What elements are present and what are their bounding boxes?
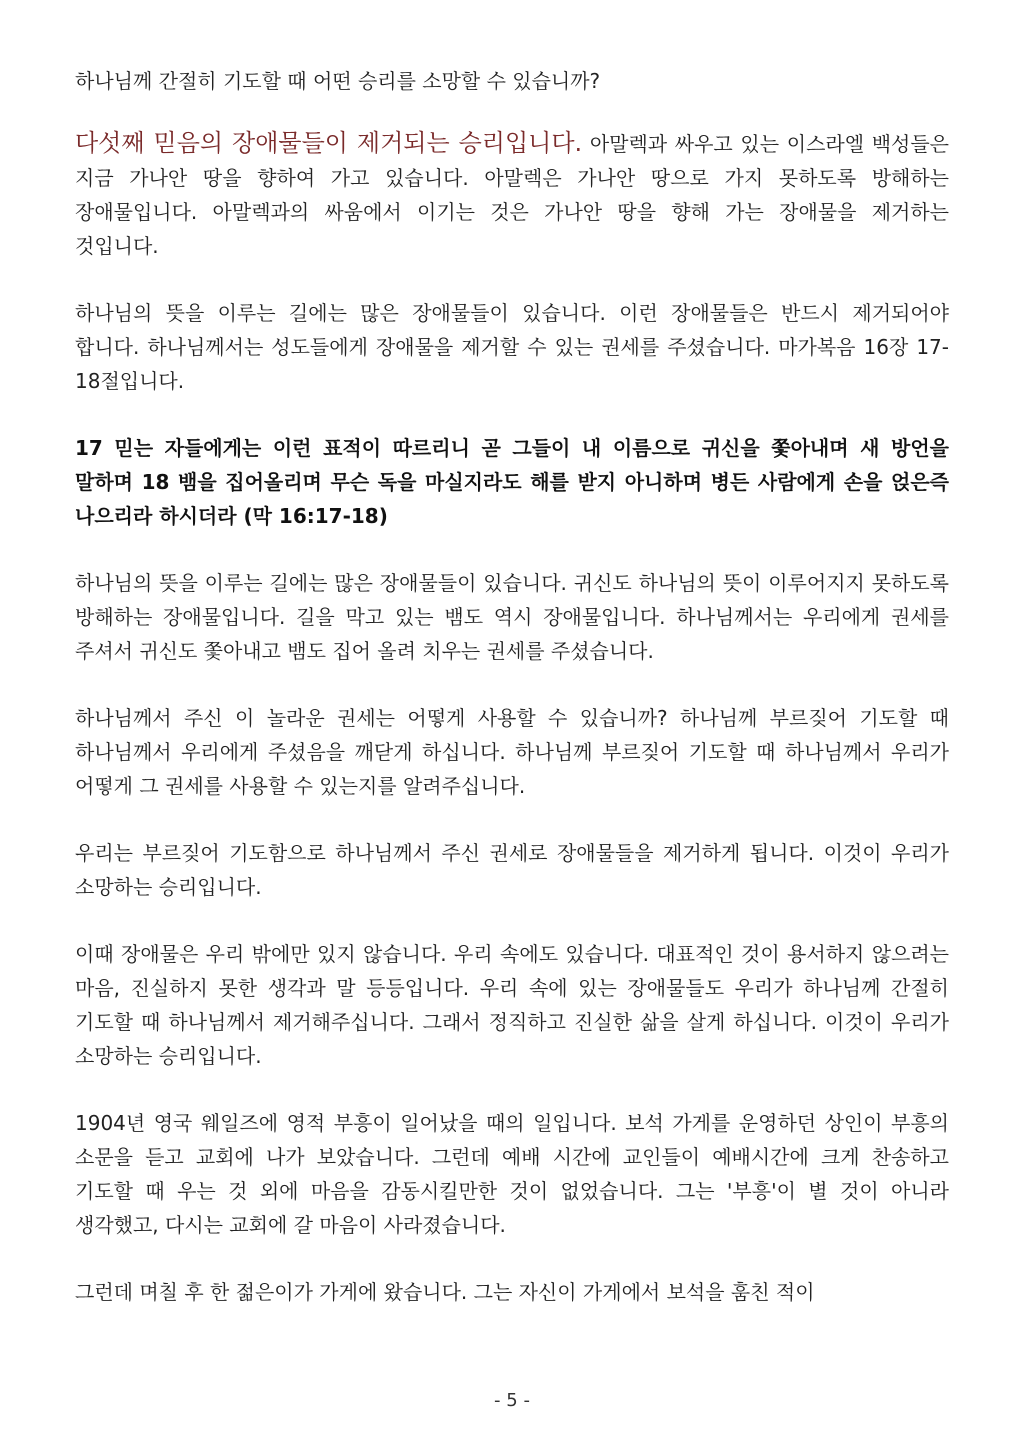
paragraph-prayer: 하나님께서 주신 이 놀라운 권세는 어떻게 사용할 수 있습니까? 하나님께 부르짖어 기도할 때 하나님께서 우리에게 주셨음을 깨닫게 하십니다. 하나님께 부르짖어 기도할 때 하나님께서 우리가 어떻게 그 권세를 사용할 수 있는지를 알려주십니다.: [75, 706, 949, 798]
paragraph-obstacles: 하나님의 뜻을 이루는 길에는 많은 장애물들이 있습니다. 이런 장애물들은 반드시 제거되어야 합니다. 하나님께서는 성도들에게 장애물을 제거할 수 있는 권세를 주셨습니다. 마가복음 16장 17-18절입니다.: [75, 301, 949, 393]
paragraph-fifth-victory: [75, 126, 949, 263]
scripture-quote: 17 믿는 자들에게는 이런 표적이 따르리니 곧 그들이 내 이름으로 귀신을 쫓아내며 새 방언을 말하며 18 뱀을 집어올리며 무슨 독을 마실지라도 해를 받지 아니하며 병든 사람에게 손을 얹은즉 나으리라 하시더라 (막 16:17-18): [75, 436, 949, 528]
paragraph-question: 하나님께 간절히 기도할 때 어떤 승리를 소망할 수 있습니까?: [75, 69, 601, 93]
section-heading-highlight: 다섯째 믿음의 장애물들이 제거되는 승리입니다.: [75, 129, 583, 157]
paragraph-authority: 하나님의 뜻을 이루는 길에는 많은 장애물들이 있습니다. 귀신도 하나님의 뜻이 이루어지지 못하도록 방해하는 장애물입니다. 길을 막고 있는 뱀도 역시 장애물입니다. 하나님께서는 우리에게 권세를 주셔서 귀신도 쫓아내고 뱀도 집어 올려 치우는 권세를 주셨습니다.: [75, 571, 949, 663]
page-number: - 5 -: [494, 1390, 530, 1411]
paragraph-text: 아말렉과 싸우고 있는 이스라엘 백성들은 지금 가나안 땅을 향하여 가고 있습니다. 아말렉은 가나안 땅으로 가지 못하도록 방해하는 장애물입니다. 아말렉과의 싸움에서 이기는 것은 가나안 땅을 향해 가는 장애물을 제거하는 것입니다.: [75, 132, 949, 258]
paragraph-wales-revival: 1904년 영국 웨일즈에 영적 부흥이 일어났을 때의 일입니다. 보석 가게를 운영하던 상인이 부흥의 소문을 듣고 교회에 나가 보았습니다. 그런데 예배 시간에 교인들이 예배시간에 크게 찬송하고 기도할 때 우는 것 외에 마음을 감동시킬만한 것이 없었습니다. 그는 '부흥'이 별 것이 아니라 생각했고, 다시는 교회에 갈 마음이 사라졌습니다.: [75, 1111, 949, 1237]
document-body: [75, 64, 949, 1342]
paragraph-victory: 우리는 부르짖어 기도함으로 하나님께서 주신 권세로 장애물들을 제거하게 됩니다. 이것이 우리가 소망하는 승리입니다.: [75, 841, 949, 899]
paragraph-inner-obstacles: 이때 장애물은 우리 밖에만 있지 않습니다. 우리 속에도 있습니다. 대표적인 것이 용서하지 않으려는 마음, 진실하지 못한 생각과 말 등등입니다. 우리 속에 있는 장애물들도 우리가 하나님께 간절히 기도할 때 하나님께서 제거해주십니다. 그래서 정직하고 진실한 삶을 살게 하십니다. 이것이 우리가 소망하는 승리입니다.: [75, 942, 949, 1068]
paragraph-young-man: 그런데 며칠 후 한 젊은이가 가게에 왔습니다. 그는 자신이 가게에서 보석을 훔친 적이: [75, 1280, 815, 1304]
